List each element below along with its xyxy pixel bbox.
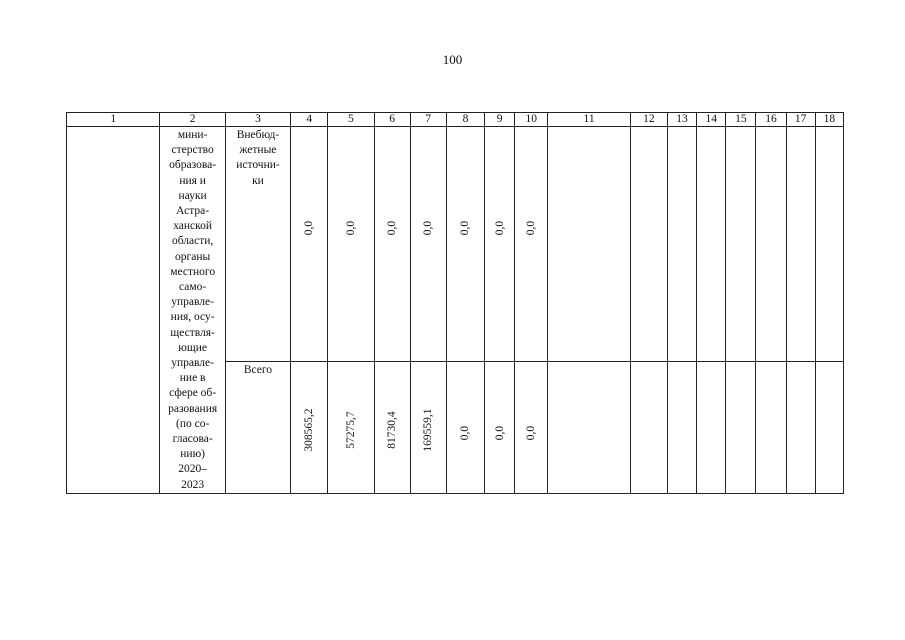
source-line: жетные	[239, 144, 277, 157]
col-header-3: 3	[225, 113, 290, 127]
value-text: 0,0	[303, 220, 316, 235]
org-line: науки	[178, 189, 207, 202]
empty-cell	[630, 127, 667, 362]
org-line: сфере об-	[169, 387, 217, 400]
org-line: органы	[175, 250, 211, 263]
org-line: области,	[171, 235, 214, 248]
empty-cell	[726, 127, 756, 362]
value-text: 57275,7	[344, 411, 357, 449]
empty-cell	[697, 127, 726, 362]
col-header-14: 14	[697, 113, 726, 127]
value-cell	[328, 127, 374, 362]
org-line: разования	[168, 402, 218, 415]
funding-source-cell	[225, 127, 290, 362]
value-text: 0,0	[459, 425, 472, 441]
value-cell	[374, 362, 410, 493]
budget-table	[66, 112, 844, 494]
col-header-8: 8	[446, 113, 484, 127]
col-header-11: 11	[548, 113, 630, 127]
value-cell	[515, 127, 548, 362]
empty-cell	[756, 362, 786, 493]
organization-cell	[160, 127, 225, 494]
value-cell	[410, 127, 446, 362]
empty-cell	[697, 362, 726, 493]
org-line: ющие	[178, 341, 207, 354]
value-text: 0,0	[344, 220, 357, 235]
col-header-17: 17	[786, 113, 815, 127]
org-line: 2023	[181, 478, 205, 491]
table-row	[67, 127, 844, 362]
org-line: стерство	[171, 144, 214, 157]
value-cell	[446, 127, 484, 362]
org-line: 2020–	[178, 463, 207, 476]
value-text: 0,0	[459, 220, 472, 235]
value-cell	[328, 362, 374, 493]
col-header-12: 12	[630, 113, 667, 127]
value-cell	[374, 127, 410, 362]
source-line: источни-	[236, 159, 280, 172]
col-header-7: 7	[410, 113, 446, 127]
value-text: 169559,1	[422, 408, 435, 452]
empty-cell	[726, 362, 756, 493]
empty-cell	[548, 127, 630, 362]
source-line: ки	[252, 174, 264, 187]
empty-cell	[667, 362, 696, 493]
empty-cell	[756, 127, 786, 362]
value-text: 0,0	[386, 220, 399, 235]
col-header-16: 16	[756, 113, 786, 127]
col-header-9: 9	[485, 113, 515, 127]
empty-cell	[815, 127, 843, 362]
empty-cell	[786, 127, 815, 362]
col-header-10: 10	[515, 113, 548, 127]
org-line: ханской	[173, 220, 213, 233]
source-line: Внебюд-	[236, 129, 280, 141]
value-text: 81730,4	[386, 411, 399, 449]
empty-cell	[786, 362, 815, 493]
empty-cell	[815, 362, 843, 493]
column-number-row	[67, 113, 844, 127]
col-header-4: 4	[291, 113, 328, 127]
value-text: 0,0	[422, 220, 435, 235]
value-cell	[410, 362, 446, 493]
org-line: нию)	[180, 448, 205, 461]
page-number: 100	[442, 52, 463, 67]
value-text: 0,0	[525, 425, 538, 441]
value-text: 308565,2	[303, 408, 316, 452]
cell-col1	[67, 127, 160, 494]
org-line: ние в	[179, 372, 206, 385]
value-cell	[446, 362, 484, 493]
value-cell	[485, 362, 515, 493]
col-header-15: 15	[726, 113, 756, 127]
org-line: ществля-	[170, 326, 215, 339]
empty-cell	[630, 362, 667, 493]
value-cell	[485, 127, 515, 362]
col-header-5: 5	[328, 113, 374, 127]
funding-source-cell	[225, 362, 290, 493]
org-line: управле-	[171, 357, 214, 370]
col-header-18: 18	[815, 113, 843, 127]
empty-cell	[548, 362, 630, 493]
org-line: само-	[179, 281, 207, 294]
org-line: управле-	[171, 296, 214, 309]
value-text: 0,0	[525, 220, 538, 235]
org-line: Астра-	[176, 205, 210, 218]
org-line: образова-	[169, 159, 217, 172]
org-line: (по со-	[175, 417, 210, 430]
org-line: ния, осу-	[170, 311, 215, 324]
value-cell	[515, 362, 548, 493]
value-text: 0,0	[493, 425, 506, 441]
org-line: местного	[170, 265, 216, 278]
col-header-2: 2	[160, 113, 225, 127]
empty-cell	[667, 127, 696, 362]
col-header-1: 1	[67, 113, 160, 127]
col-header-6: 6	[374, 113, 410, 127]
value-text: 0,0	[493, 220, 506, 235]
org-line: гласова-	[172, 433, 213, 446]
org-line: мини-	[177, 129, 208, 141]
value-cell	[291, 362, 328, 493]
source-line: Всего	[243, 364, 273, 377]
org-line: ния и	[179, 174, 206, 187]
col-header-13: 13	[667, 113, 696, 127]
value-cell	[291, 127, 328, 362]
